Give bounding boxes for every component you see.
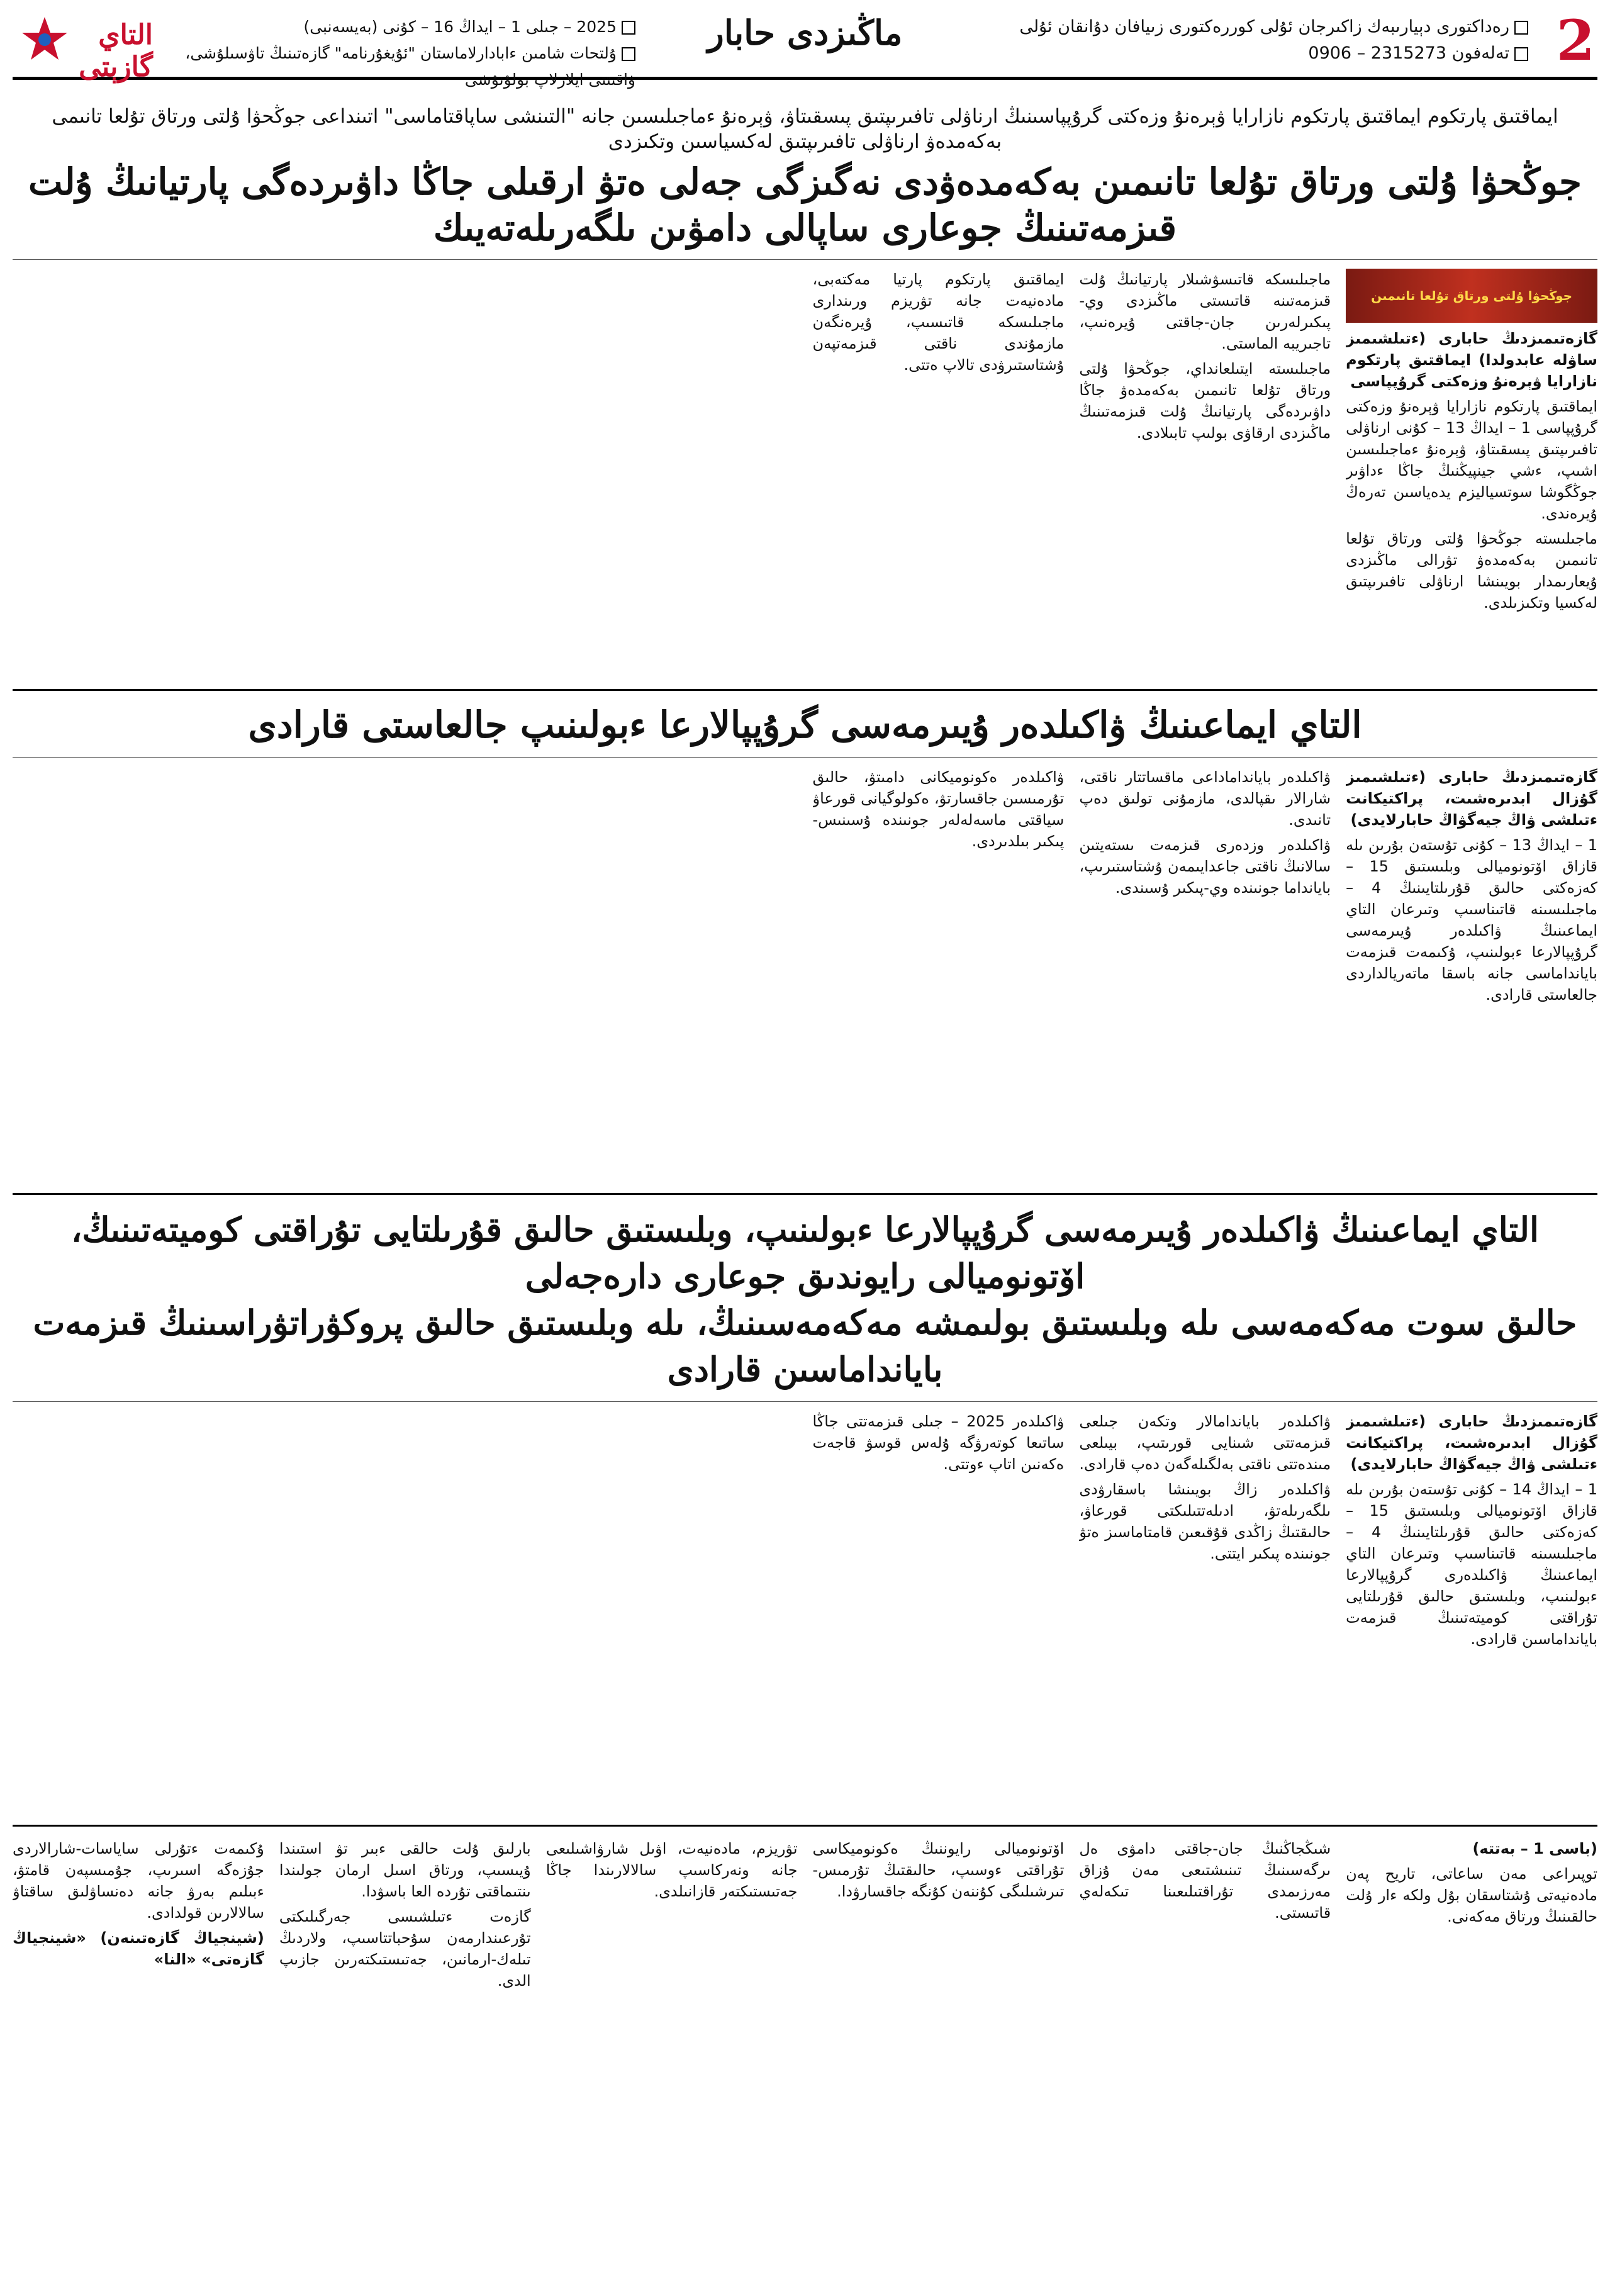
checkbox-icon: [622, 21, 635, 35]
article4-col: [546, 1838, 798, 2291]
article3-paragraph: 1 – ايداڭ 14 – كۇنى تۇستەن بۇرىن ىلە قازاق اۆتونوميالى وبلىستىق 15 – كەزەكتى حالىق قۇرىلتايىنىڭ 4 – ماجىلىسىنە قاتىناسىپ وتىرعان التاي ايماعىنىڭ ۋاكىلدەرى گرۇپپالارعا ءبولىنىپ، وبلىستىق حالىق قۇرىلتايى تۇراقتى كوميتەتىنىڭ قىزمەت بايانداماسىن قارادى.: [1346, 1480, 1597, 1648]
issue-info: [157, 14, 635, 93]
article4-paragraph: ۇكىمەت ءتۇرلى ساياسات-شارالاردى جۇزەگە اسىرىپ، جۇمىسپەن قامتۋ، ءبىلىم بەرۋ جانە دەنساۋلىق ساقتاۋ سالالارىن قولدادى.: [13, 1839, 264, 1922]
divider: [13, 1401, 1597, 1402]
article1-col: [13, 269, 264, 678]
article1-headline: جوڭحۋا ۇلتى ورتاق تۇلعا تانىمىن بەكەمدەۋدى نەگىزگى جەلى ەتۋ ارقىلى جاڭا داۋىردەگى پارتيانىڭ ۇلت قىزمەتىنىڭ جوعارى ساپالى دامۋىن ىلگەرىلەتەيىك: [28, 160, 1582, 249]
article3-col: [546, 1411, 798, 1813]
star-emblem-icon: [20, 15, 69, 64]
article2-body: [13, 766, 1597, 1182]
article3-col: [1079, 1411, 1331, 1813]
divider: [13, 689, 1597, 691]
subscription-line: ۇلتحات شامىن ءابادارلاماستان "ئۇيغۇرنامە" گازەتىنىڭ تاۋسىلۇشى، ۋاقىتتى ايلارلاپ بولۇنۇشى: [185, 44, 635, 89]
divider: [13, 259, 1597, 260]
divider: [13, 1193, 1597, 1195]
checkbox-icon: [622, 47, 635, 61]
article4-paragraph: شىڭجاڭنىڭ جان-جاقتى دامۋى ەل ىرگەسىنىڭ تىنىشتىعى مەن ۇزاق مەرزىمدى تۇراقتىلىعىنا تىكەلەي قاتىستى.: [1079, 1839, 1331, 1922]
article2-paragraph: 1 – ايداڭ 13 – كۇنى تۇستەن بۇرىن ىلە قازاق اۆتونوميالى وبلىستىق 15 – كەزەكتى حالىق قۇرىلتايىنىڭ 4 – ماجىلىسىنە قاتىناسىپ وتىرعان التاي ايماعىنىڭ ۋاكىلدەر ۇيىرمەسى گرۇپپالارعا ءبولىنىپ، ۇكىمەت قىزمەت بايانداماسى جانە باسقا ماتەريالداردى جالعاستى قارادى.: [1346, 836, 1597, 1004]
article4-body: [13, 1838, 1597, 2291]
logo: [18, 13, 153, 83]
article3-paragraph: ۋاكىلدەر باياندامالار وتكەن جىلعى قىزمەتتى شىنايى قورىتىپ، بيىلعى مىندەتتى ناقتى بەلگىلەگەن دەپ قارادى.: [1079, 1412, 1331, 1473]
article1-col: [546, 269, 798, 678]
article4-paragraph: گازەت ءتىلشىسى جەرگىلىكتى تۇرعىندارمەن سۇحباتتاسىپ، ولاردىڭ تىلەك-ارمانىن، جەتىستىكتەرىن جازىپ الدى.: [279, 1907, 531, 1990]
article2-paragraph: ۋاكىلدەر بايانداماداعى ماقساتتار ناقتى، شارالار ىقپالدى، مازمۇنى تولىق دەپ تانىدى.: [1079, 768, 1331, 829]
article1-col: [279, 269, 531, 678]
newspaper-page: [13, 8, 1597, 2288]
masthead: [13, 8, 1597, 89]
article1-byline: گازەتىمىزدىڭ حابارى (ءتىلشىمىز ساۋلە عابدولدا) ايماقتىق پارتكوم نازارايا ۋېرەنۇ وزەكتى گرۇپپاسى: [1346, 330, 1597, 390]
article4-col: [13, 1838, 264, 2291]
article3-byline: گازەتىمىزدىڭ حابارى (ءتىلشىمىز گۇزال ابدىرەشىت، پراكتيكانت ءتىلشى ۋاڭ جيەگۋاڭ حابارلايدى): [1346, 1412, 1597, 1473]
article4-paragraph: اۆتونوميالى رايوننىڭ ەكونوميكاسى تۇراقتى ءوسىپ، حالىقتىڭ تۇرمىس-تىرشىلىگى كۇننەن كۇنگە جاقسارۋدا.: [812, 1839, 1065, 1900]
article1-col: [1346, 269, 1597, 678]
article4-paragraph: بارلىق ۇلت حالقى ءبىر تۋ استىندا ۇيىسىپ، ورتاق اسىل ارمان جولىندا ىنتىماقتى تۇردە العا باسۋدا.: [279, 1839, 531, 1900]
article3-paragraph: ۋاكىلدەر 2025 – جىلى قىزمەتتى جاڭا ساتىعا كوتەرۋگە ۇلەس قوسۋ قاجەت ەكەنىن اتاپ ءوتتى.: [812, 1412, 1065, 1473]
article2-paragraph: ۋاكىلدەر ەكونوميكانى دامىتۋ، حالىق تۇرمىسىن جاقسارتۋ، ەكولوگيانى قورعاۋ سياقتى ماسەلەلەر جونىندە ۇسىنىس-پىكىر بىلدىردى.: [812, 768, 1065, 850]
article4-col: [1079, 1838, 1331, 2291]
article4-attribution: (شينجياڭ گازەتىنەن) «شينجياڭ گازەتى» «النا»: [13, 1929, 264, 1968]
article3-headline-line2: حالىق سوت مەكەمەسى ىلە وبلىستىق بولىمشە مەكەمەسىنىڭ، ىلە وبلىستىق حالىق پروكۋراتۋراسىنىڭ قىزمەت بايانداماسىن قارادى: [33, 1302, 1577, 1389]
article2-col: [279, 766, 531, 1182]
article3-col: [1346, 1411, 1597, 1813]
article3-col: [279, 1411, 531, 1813]
article3-body: [13, 1411, 1597, 1813]
article1-paragraph: ايماقتىق پارتكوم نازارايا ۋېرەنۇ وزەكتى گرۇپپاسى 1 – ايداڭ 13 – كۇنى ارناۋلى تافىرىپتىق پىسقىتاۋ، ۋېرەنۇ ءماجىلىسىن اشىپ، ءشي جينپيڭنىڭ جاڭا ءداۋىر جوڭگوشا سوتسياليزم يدەياسىن تەرەڭ ۇيرەندى.: [1346, 398, 1597, 522]
divider: [13, 757, 1597, 758]
article2-paragraph: ۋاكىلدەر وزدەرى قىزمەت ىستەيتىن سالانىڭ ناقتى جاعدايىمەن ۇشتاستىرىپ، بايانداما جونىندە وي-پىكىر ۇسىندى.: [1079, 836, 1331, 897]
article4-paragraph: توپىراعى مەن ساعاتى، تاريح پەن مادەنيەتى ۇشتاسقان بۇل ولكە ءار ۇلت حالقىنىڭ ورتاق مەكەنى.: [1346, 1864, 1597, 1925]
article4-col: [813, 1838, 1065, 2291]
article3-col: [13, 1411, 264, 1813]
date-line: 2025 – جىلى 1 – ايداڭ 16 – كۇنى (بەيسەنبى): [303, 18, 617, 36]
article2-col: [546, 766, 798, 1182]
article3-paragraph: ۋاكىلدەر زاڭ بويىنشا باسقارۋدى ىلگەرىلەتۋ، ادىلەتتىلىكتى قورعاۋ، حالىقتىڭ زاڭدى قۇقىعىن قامتاماسىز ەتۋ جونىندە پىكىر ايتتى.: [1079, 1480, 1331, 1562]
article1-col: [813, 269, 1065, 678]
article3-headline-line1: التاي ايماعىنىڭ ۋاكىلدەر ۇيىرمەسى گرۇپپالارعا ءبولىنىپ، وبلىستىق حالىق قۇرىلتايى تۇراقتى كوميتەتىنىڭ، اۆتونوميالى رايوندىق جوعارى دارەجەلى: [70, 1209, 1540, 1296]
article1-kicker: ايماقتىق پارتكوم ايماقتىق پارتكوم نازارايا ۋېرەنۇ وزەكتى گرۇپپاسىنىڭ ارناۋلى تافىرىپتىق پىسقىتاۋ، ۋېرەنۇ ءماجىلىسىن جانە "التىنشى ساپاقتاماسى" اتىنداعى جوڭحۋا ۇلتى ورتاق تۇلعا تانىمى بەكەمدەۋ ارناۋلى تافىرىپتىق لەكسياسىن وتكىزدى: [52, 105, 1558, 153]
article1-paragraph: ايماقتىق پارتكوم پارتيا مەكتەبى، مادەنيەت جانە تۋريزم ورىندارى ماجىلىسكە قاتىسىپ، ۇيرەنگەن مازمۇندى ناقتى قىزمەتپەن ۇشتاستىرۋدى تالاپ ەتتى.: [812, 271, 1065, 374]
article3-col: [813, 1411, 1065, 1813]
article4-col: [1346, 1838, 1597, 2291]
article2-headline: التاي ايماعىنىڭ ۋاكىلدەر ۇيىرمەسى گرۇپپالارعا ءبولىنىپ جالعاستى قارادى: [248, 703, 1362, 746]
article2-byline: گازەتىمىزدىڭ حابارى (ءتىلشىمىز گۇزال ابدىرەشىت، پراكتيكانت ءتىلشى ۋاڭ جيەگۋاڭ حابارلايدى): [1346, 768, 1597, 829]
editor-line: رەداكتورى دېيارىبەك زاكىرجان ئۇلى كوررەكتورى زىيافان دۇانقان ئۇلى: [1019, 17, 1509, 36]
article1-col: [1079, 269, 1331, 678]
article1-photo: جوڭحۋا ۇلتى ورتاق تۇلعا تانىمىن: [1346, 269, 1597, 323]
article4-col: [279, 1838, 531, 2291]
article1-paragraph: ماجىلىسكە قاتىسۋشىلار پارتيانىڭ ۇلت قىزمەتىنە قاتىستى ماڭىزدى وي-پىكىرلەرىن جان-جاقتى ۇيرەنىپ، تاجىريبە الماستى.: [1079, 271, 1331, 352]
article2-col: [813, 766, 1065, 1182]
page-number: 2: [1556, 8, 1595, 73]
divider: [13, 1825, 1597, 1827]
article2-col: [1346, 766, 1597, 1182]
article2-col: [1079, 766, 1331, 1182]
article1-paragraph: ماجىلىستە جوڭحۋا ۇلتى ورتاق تۇلعا تانىمىن بەكەمدەۋ تۋرالى ماڭىزدى ۇيعارىمدار بويىنشا ارناۋلى تافىرىپتىق لەكسيا وتكىزىلدى.: [1346, 530, 1597, 612]
article4-paragraph: تۋريزم، مادەنيەت، اۋىل شارۋاشىلىعى جانە ونەركاسىپ سالالارىندا جاڭا جەتىستىكتەر قازانىلدى.: [545, 1839, 798, 1900]
phone-line: تەلەفون 2315273 – 0906: [1308, 43, 1509, 63]
article4-title: (باسى 1 – بەتتە): [1472, 1839, 1597, 1857]
article1-body: [13, 269, 1597, 678]
logo-name: التاي گازېتى: [79, 19, 153, 83]
article2-col: [13, 766, 264, 1182]
section-title: ماڭىزدى حابار: [707, 13, 903, 53]
article1-paragraph: ماجىلىستە ايتىلعانداي، جوڭحۋا ۇلتى ورتاق تۇلعا تانىمىن بەكەمدەۋ جاڭا داۋىردەگى پارتيانىڭ ۇلت قىزمەتىنىڭ ماڭىزدى ارقاۋى بولىپ تابىلادى.: [1079, 360, 1331, 442]
